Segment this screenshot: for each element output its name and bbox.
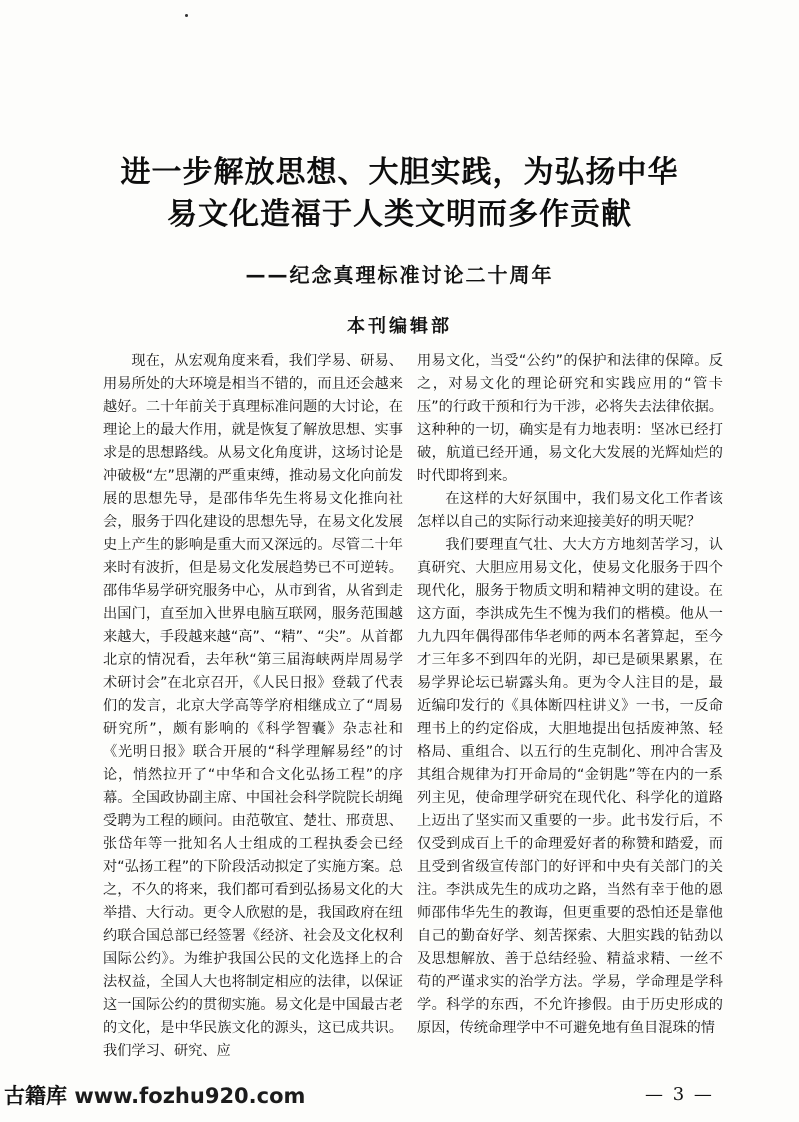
paragraph: 我们要理直气壮、大大方方地刻苦学习，认真研究、大胆应用易文化，使易文化服务于四个现代化，服务于物质文明和精神文明的建设。在这方面，李洪成先生不愧为我们的楷模。他从一九九四年偶得邵伟华老师的两本名著算起，至今才三年多不到四年的光阴，却已是硕果累累，在易学界论坛已崭露头角。更为令人注目的是，最近编印发行的《具体断四柱讲义》一书，一反命理书上的约定俗成，大胆地提出包括废神煞、轻格局、重组合、以五行的生克制化、刑冲合害及其组合规律为打开命局的“金钥匙”等在内的一系列主见，使命理学研究在现代化、科学化的道路上迈出了坚实而又重要的一步。此书发行后，不仅受到成百上千的命理爱好者的称赞和踏爱，而且受到省级宣传部门的好评和中央有关部门的关注。李洪成先生的成功之路，当然有幸于他的恩师邵伟华先生的教诲，但更重要的恐怕还是靠他自己的勤奋好学、刻苦探索、大胆实践的钻劲以及思想解放、善于总结经验、精益求精、一丝不苟的严谨求实的治学方法。学易，学命理是学科学。科学的东西，不允许掺假。由于历史形成的原因，传统命理学中不可避免地有鱼目混珠的情 (417, 537, 723, 1036)
title-line-2: 易文化造福于人类文明而多作贡献 (167, 197, 632, 232)
article-title (0, 152, 799, 236)
page-number: — 3 — (645, 1084, 714, 1105)
paragraph-continuation: 用易文化，当受“公约”的保护和法律的保障。反之，对易文化的理论研究和实践应用的“管卡压”的行政干预和行为干涉，必将失去法律依据。这种种的一切，确实是有力地表明：坚冰已经打破，航道已经开通，易文化大发展的光辉灿烂的时代即将到来。 (417, 353, 723, 484)
watermark-logo (4, 1083, 305, 1109)
article-author: 本刊编辑部 (347, 316, 452, 337)
watermark-site-label: 古籍库 (4, 1084, 67, 1108)
right-column (417, 350, 723, 1040)
scan-speck (185, 14, 188, 17)
left-column (103, 350, 403, 1063)
paragraph: 现在，从宏观角度来看，我们学易、研易、用易所处的大环境是相当不错的，而且还会越来越好。二十年前关于真理标准问题的大讨论，在理论上的最大作用，就是恢复了解放思想、实事求是的思想路线。从易文化角度讲，这场讨论是冲破极“左”思潮的严重束缚，推动易文化向前发展的思想先导，是邵伟华先生将易文化推向社会，服务于四化建设的思想先导，在易文化发展史上产生的影响是重大而又深远的。尽管二十年来时有波折，但是易文化发展趋势已不可逆转。邵伟华易学研究服务中心，从市到省，从省到走出国门，直至加入世界电脑互联网，服务范围越来越大，手段越来越“高”、“精”、“尖”。从首都北京的情况看，去年秋“第三届海峡两岸周易学术研讨会”在北京召开，《人民日报》登载了代表们的发言，北京大学高等学府相继成立了“周易研究所”，颇有影响的《科学智囊》杂志社和《光明日报》联合开展的“科学理解易经”的讨论，悄然拉开了“中华和合文化弘扬工程”的序幕。全国政协副主席、中国社会科学院院长胡绳受聘为工程的顾问。由范敬宜、楚壮、邢贲思、张岱年等一批知名人士组成的工程执委会已经对“弘扬工程”的下阶段活动拟定了实施方案。总之，不久的将来，我们都可看到弘扬易文化的大举措、大行动。更令人欣慰的是，我国政府在纽约联合国总部已经签署《经济、社会及文化权利国际公约》。为维护我国公民的文化选择上的合法权益，全国人大也将制定相应的法律，以保证这一国际公约的贯彻实施。易文化是中国最古老的文化，是中华民族文化的源头，这已成共识。我们学习、研究、应 (103, 353, 403, 1059)
paragraph: 在这样的大好氛围中，我们易文化工作者该怎样以自己的实际行动来迎接美好的明天呢？ (417, 491, 723, 530)
watermark-site-url: www.fozhu920.com (74, 1084, 306, 1108)
title-line-1: 进一步解放思想、大胆实践，为弘扬中华 (120, 155, 679, 190)
article-subtitle: ——纪念真理标准讨论二十周年 (245, 263, 554, 287)
